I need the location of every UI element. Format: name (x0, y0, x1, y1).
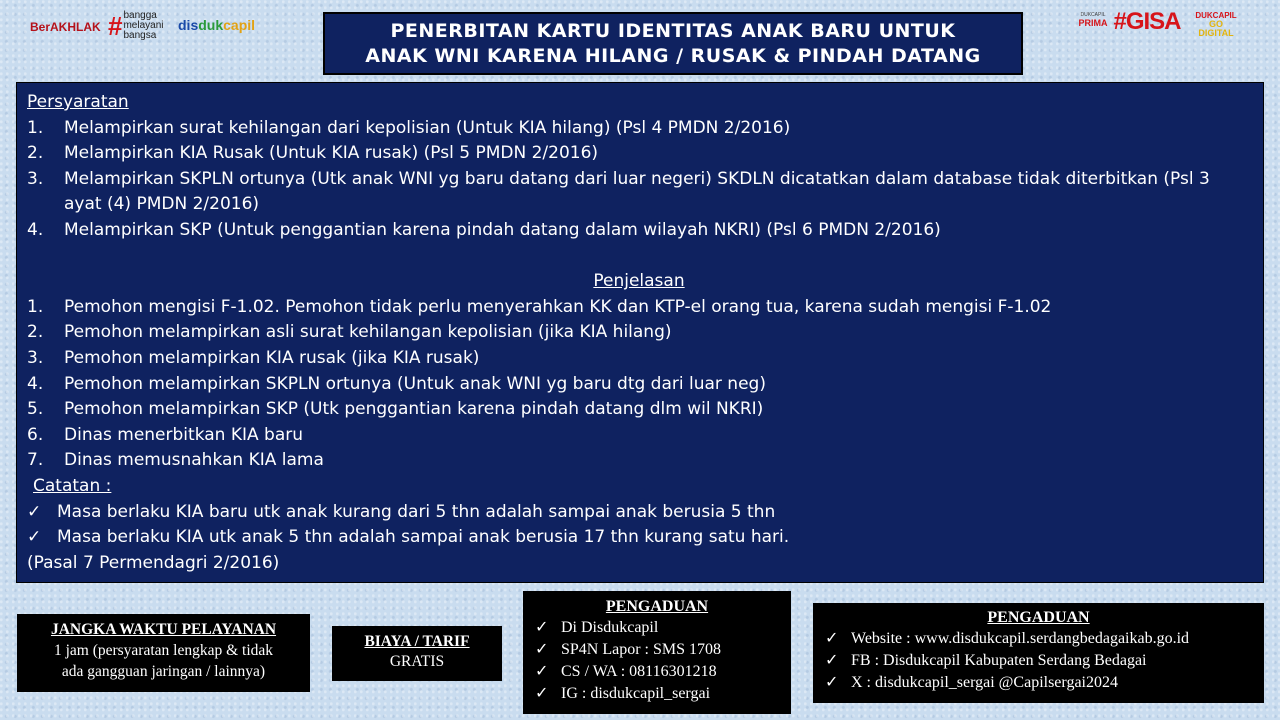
main-panel (16, 82, 1264, 583)
list-item: ✓ CS / WA : 08116301218 (535, 661, 791, 683)
service-time-heading: JANGKA WAKTU PELAYANAN (50, 621, 277, 638)
service-time-line-2: ada gangguan jaringan / lainnya) (61, 663, 266, 680)
list-item: ✓ Website : www.disdukcapil.serdangbedagaikab.go.id (825, 628, 1264, 650)
dukcapil-prima-logo: DUKCAPIL PRIMA (1078, 12, 1108, 28)
page-title (323, 12, 1023, 75)
check-icon: ✓ (825, 674, 839, 691)
fee-value: GRATIS (389, 653, 445, 670)
disdukcapil-logo: dis duk capil (178, 17, 256, 33)
list-item: 3. Melampirkan SKPLN ortunya (Utk anak WNI yg baru datang dari luar negeri) SKDLN dicatatkan dalam database tidak diterbitkan (Psl 3 ayat (4) PMDN 2/2016) (27, 168, 1210, 215)
list-item: 3. Pemohon melampirkan KIA rusak (jika KIA rusak) (27, 347, 480, 368)
fee-box (332, 626, 502, 681)
complaints-online-heading: PENGADUAN (987, 609, 1090, 626)
list-item: 4. Pemohon melampirkan SKPLN ortunya (Untuk anak WNI yg baru dtg dari luar neg) (27, 373, 766, 394)
title-line-2: ANAK WNI KARENA HILANG / RUSAK & PINDAH DATANG (365, 44, 981, 67)
service-time-box (17, 614, 310, 692)
list-item: 1. Melampirkan surat kehilangan dari kepolisian (Untuk KIA hilang) (Psl 4 PMDN 2/2016) (27, 117, 791, 138)
service-time-line-1: 1 jam (persyaratan lengkap & tidak (53, 642, 274, 659)
notes-list (27, 500, 1251, 551)
list-item: ✓ Masa berlaku KIA baru utk anak kurang dari 5 thn adalah sampai anak berusia 5 thn (27, 500, 1251, 526)
complaints-local-list (523, 617, 791, 705)
check-icon: ✓ (27, 501, 42, 522)
check-icon: ✓ (27, 527, 42, 548)
check-icon: ✓ (535, 663, 549, 680)
notes-heading: Catatan : (33, 475, 112, 496)
hashtag-icon: # (108, 10, 123, 41)
check-icon: ✓ (535, 619, 549, 636)
list-item: ✓ IG : disdukcapil_sergai (535, 683, 791, 705)
requirements-heading: Persyaratan (27, 92, 129, 112)
list-item: 7. Dinas memusnahkan KIA lama (27, 450, 324, 471)
list-item: ✓ X : disdukcapil_sergai @Capilsergai2024 (825, 672, 1264, 694)
requirements-list (27, 116, 1251, 244)
notes-footer: (Pasal 7 Permendagri 2/2016) (27, 552, 280, 573)
check-icon: ✓ (825, 652, 839, 669)
fee-heading: BIAYA / TARIF (364, 633, 470, 650)
list-item: 5. Pemohon melampirkan SKP (Utk penggantian karena pindah datang dlm wil NKRI) (27, 399, 764, 420)
list-item: 2. Pemohon melampirkan asli surat kehilangan kepolisian (jika KIA hilang) (27, 322, 672, 343)
list-item: ✓ SP4N Lapor : SMS 1708 (535, 639, 791, 661)
explanation-heading: Penjelasan (593, 271, 685, 292)
list-item: ✓ Masa berlaku KIA utk anak 5 thn adalah sampai anak berusia 17 thn kurang satu hari. (27, 525, 1251, 551)
list-item: 6. Dinas menerbitkan KIA baru (27, 424, 303, 445)
check-icon: ✓ (825, 630, 839, 647)
list-item: ✓ Di Disdukcapil (535, 617, 791, 639)
complaints-online-list (813, 628, 1264, 694)
gisa-logo: #GISA (1113, 8, 1181, 35)
list-item: ✓ FB : Disdukcapil Kabupaten Serdang Bedagai (825, 650, 1264, 672)
complaints-online-box (813, 603, 1264, 703)
check-icon: ✓ (535, 641, 549, 658)
berakhlak-logo: BerAKHLAK (30, 20, 101, 34)
bangga-melayani-bangsa-logo: # bangga melayani bangsa (108, 10, 164, 41)
title-line-1: PENERBITAN KARTU IDENTITAS ANAK BARU UNTUK (390, 19, 956, 42)
list-item: 2. Melampirkan KIA Rusak (Untuk KIA rusak) (Psl 5 PMDN 2/2016) (27, 143, 599, 164)
complaints-local-box (523, 591, 791, 714)
list-item: 1. Pemohon mengisi F-1.02. Pemohon tidak perlu menyerahkan KK dan KTP-el orang tua, karena sudah mengisi F-1.02 (27, 296, 1052, 317)
dukcapil-go-digital-logo: DUKCAPIL GO DIGITAL (1195, 11, 1237, 38)
explanation-list (27, 295, 1251, 474)
check-icon: ✓ (535, 685, 549, 702)
complaints-local-heading: PENGADUAN (605, 598, 709, 615)
list-item: 4. Melampirkan SKP (Untuk penggantian karena pindah datang dalam wilayah NKRI) (Psl 6 PMDN 2/2016) (27, 219, 941, 240)
